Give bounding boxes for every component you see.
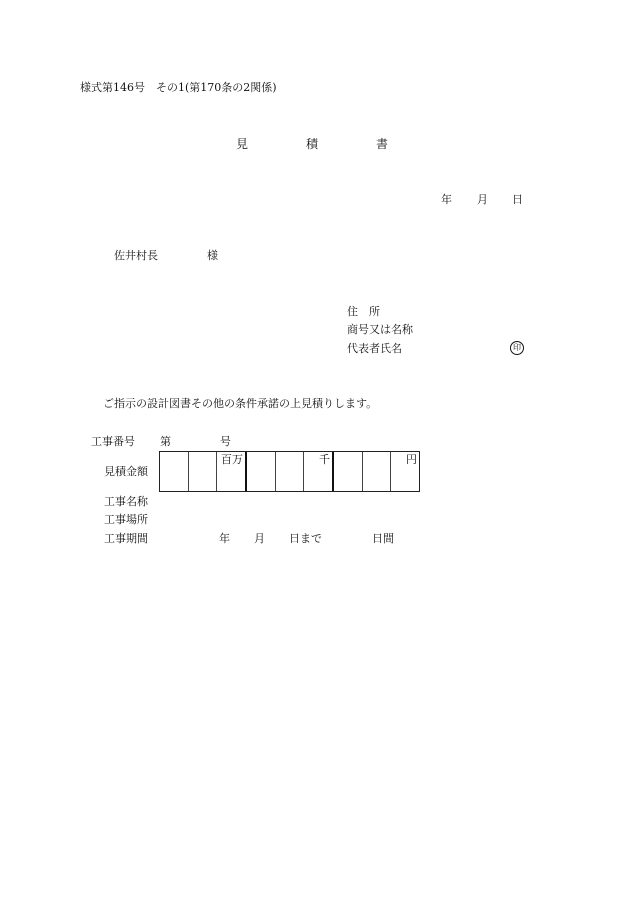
unit-thousand-label: 千 xyxy=(319,453,331,466)
amount-digit-cell[interactable] xyxy=(363,452,392,491)
addressee-name: 佐井村長 xyxy=(114,249,158,262)
amount-digit-cell[interactable] xyxy=(217,452,247,491)
seal-icon: 印 xyxy=(510,341,524,355)
amount-digit-cell[interactable] xyxy=(189,452,218,491)
amount-digit-cell[interactable] xyxy=(334,452,363,491)
submitter-address-label: 住 所 xyxy=(347,305,380,318)
submitter-representative-label: 代表者氏名 xyxy=(347,342,402,355)
period-until-label: 日まで xyxy=(289,532,322,545)
form-number: 様式第146号 その1(第170条の2関係) xyxy=(80,81,277,94)
period-days-label: 日間 xyxy=(372,532,394,545)
amount-digit-table xyxy=(159,451,420,492)
submitter-company-label: 商号又は名称 xyxy=(347,323,413,336)
amount-digit-cell[interactable] xyxy=(391,452,419,491)
date-day-label: 日 xyxy=(512,193,523,206)
amount-digit-cell[interactable] xyxy=(247,452,276,491)
work-number-prefix: 第 xyxy=(160,435,171,448)
date-month-label: 月 xyxy=(477,193,488,206)
title-char-mi: 見 xyxy=(236,137,249,151)
amount-digit-cell[interactable] xyxy=(160,452,189,491)
title-char-sho: 書 xyxy=(376,137,389,151)
work-period-label: 工事期間 xyxy=(104,532,148,545)
unit-million-label: 百万 xyxy=(221,453,244,466)
addressee-honorific: 様 xyxy=(207,249,218,262)
amount-label: 見積金額 xyxy=(104,465,148,478)
work-number-label: 工事番号 xyxy=(91,435,135,448)
period-month-label: 月 xyxy=(254,532,265,545)
date-year-label: 年 xyxy=(441,193,452,206)
amount-digit-cell[interactable] xyxy=(276,452,305,491)
work-place-label: 工事場所 xyxy=(104,513,148,526)
unit-yen-label: 円 xyxy=(406,453,418,466)
amount-digit-cell[interactable] xyxy=(304,452,334,491)
statement-text: ご指示の設計図書その他の条件承諾の上見積りします。 xyxy=(103,397,378,410)
title-char-tsumori: 積 xyxy=(306,137,319,151)
work-name-label: 工事名称 xyxy=(104,495,148,508)
period-year-label: 年 xyxy=(219,532,230,545)
work-number-suffix: 号 xyxy=(220,435,231,448)
